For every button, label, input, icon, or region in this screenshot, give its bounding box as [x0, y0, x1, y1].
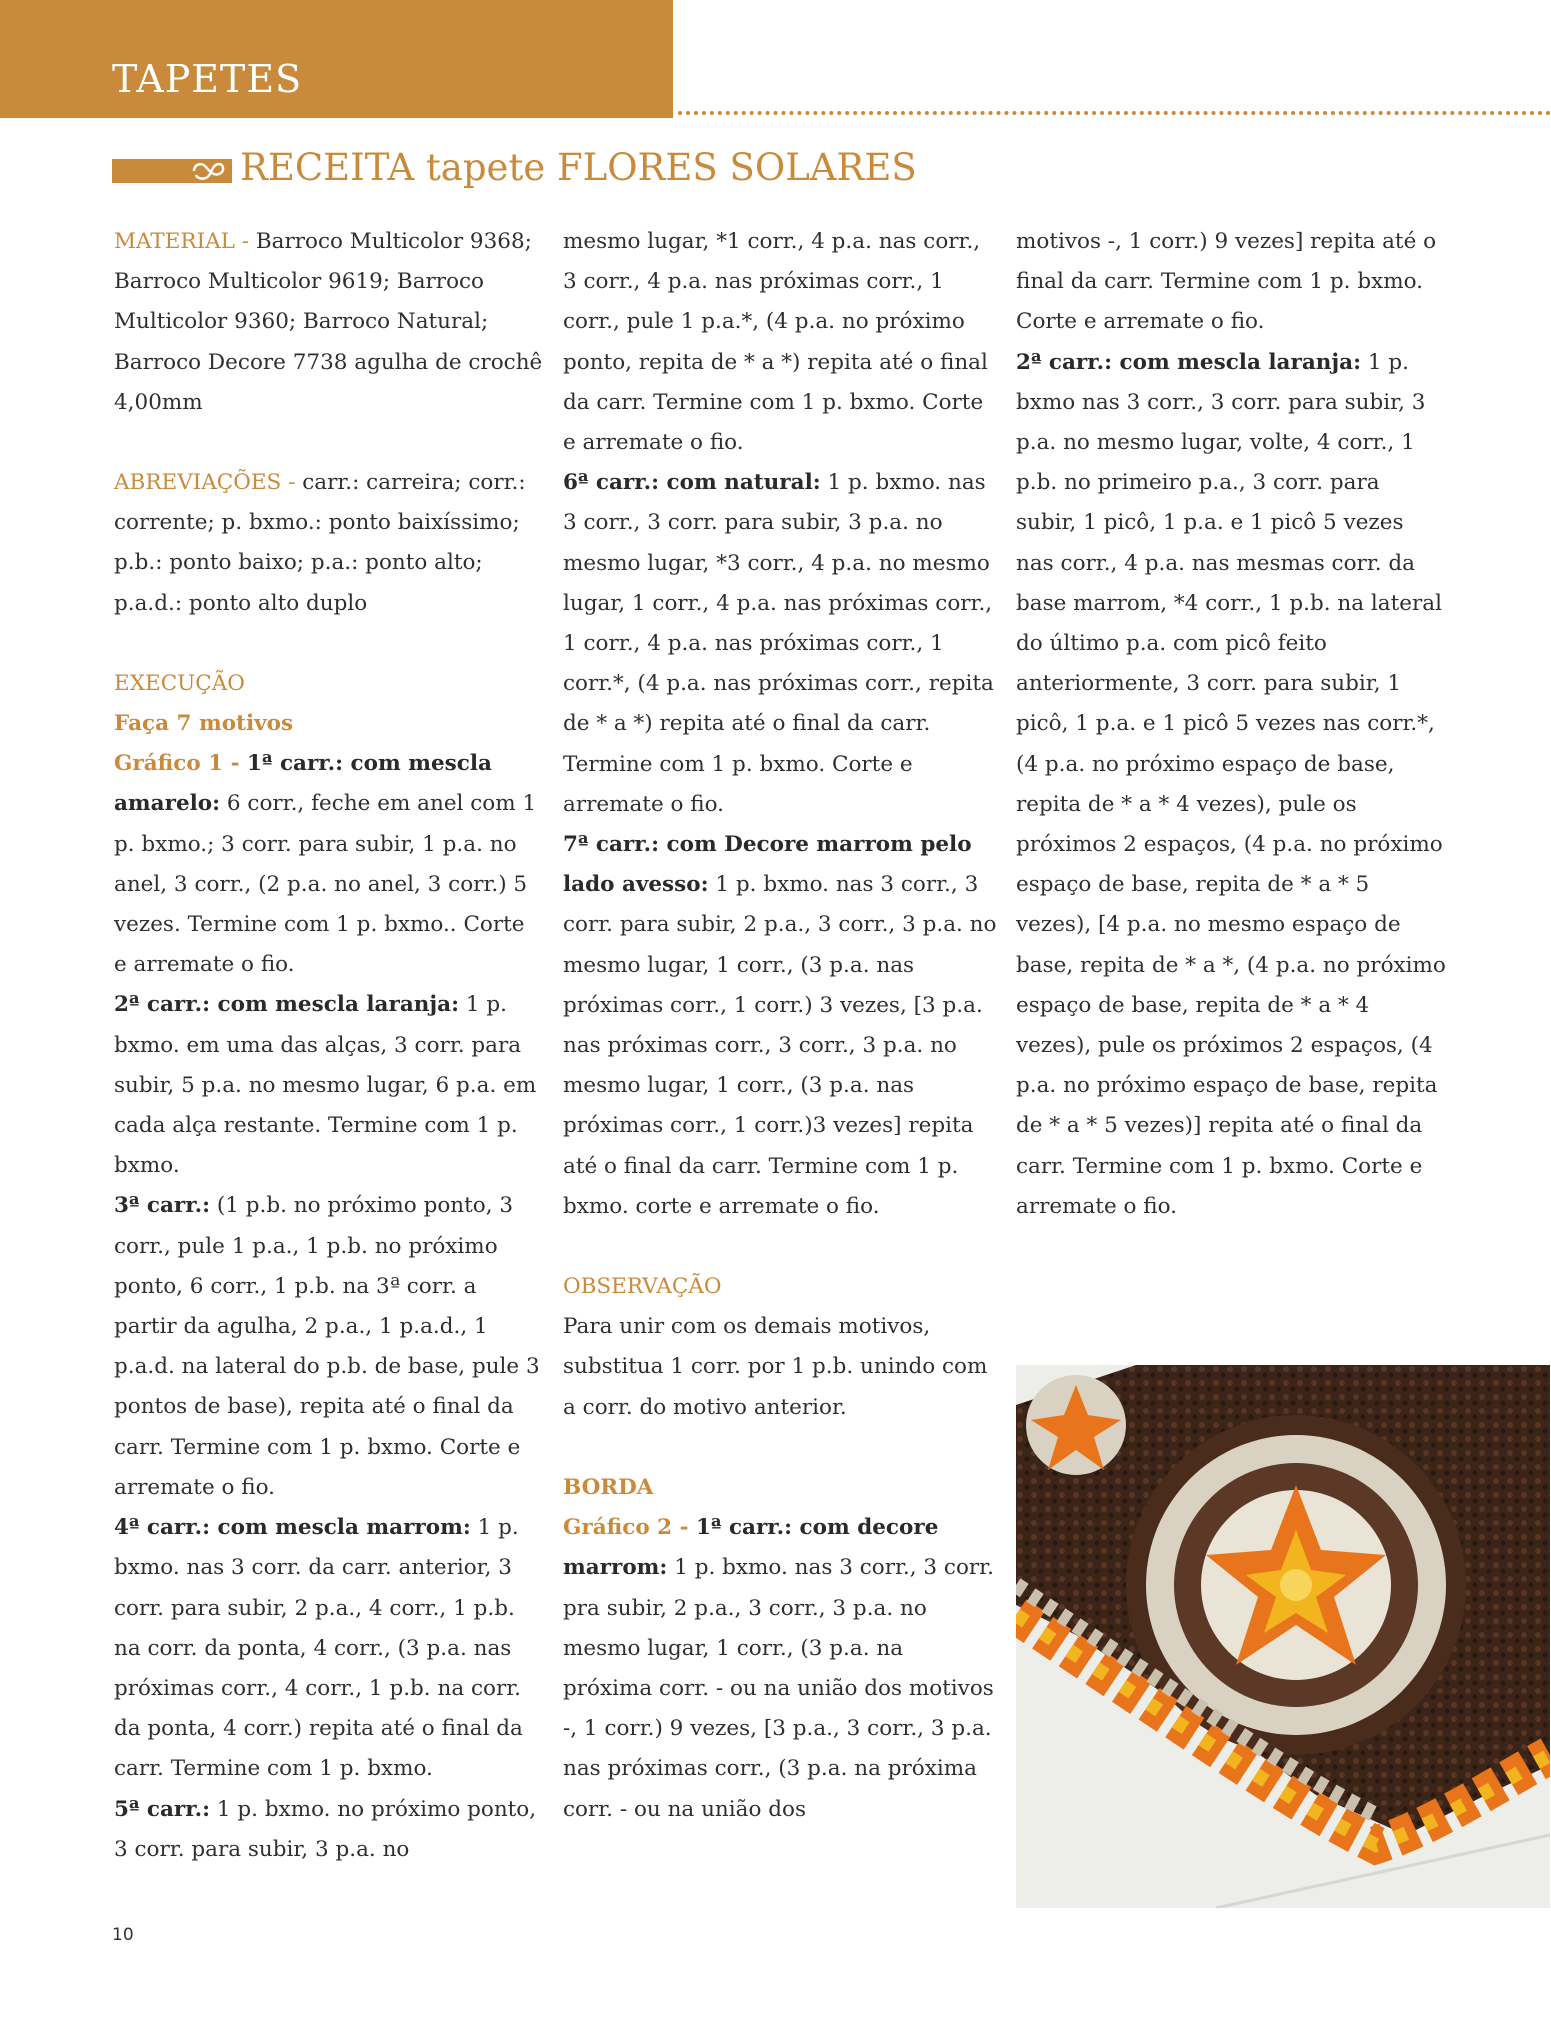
body-text: (1 p.b. no próximo ponto, 3 corr., pule 1 p.a., 1 p.b. no próximo ponto, 6 corr., 1 p.b. na 3ª corr. a partir da agulha, 2 p.a., 1 p.a.d., 1 p.a.d. na lateral do p.b. de base, pule 3 pontos de base), repita até o final da carr. Termine com 1 p. bxmo. Corte e arremate o fio. [114, 1193, 540, 1500]
ornament-icon [186, 154, 232, 188]
body-text: mesmo lugar, *1 corr., 4 p.a. nas corr., 3 corr., 4 p.a. nas próximas corr., 1 corr., pule 1 p.a.*, (4 p.a. no próximo ponto, repita de * a *) repita até o final da carr. Termine com 1 p. bxmo. Corte e arremate o fio. [563, 229, 988, 456]
paragraph [114, 222, 544, 423]
bold-label: 5ª carr.: [114, 1796, 211, 1822]
paragraph [563, 825, 997, 1227]
recipe-title: RECEITA tapete FLORES SOLARES [240, 146, 917, 189]
accent-label: BORDA [563, 1474, 654, 1500]
body-text: carr.: carreira; corr.: corrente; p. bxmo.: ponto baixíssimo; p.b.: ponto baixo; p.a.: ponto alto; p.a.d.: ponto alto duplo [114, 470, 526, 616]
dotted-divider [678, 111, 1551, 115]
body-text: 1 p. bxmo. nas 3 corr., 3 corr. para subir, 3 p.a. no mesmo lugar, *3 corr., 4 p.a. no mesmo lugar, 1 corr., 4 p.a. nas próximas corr., 1 corr., 4 p.a. nas próximas corr., 1 corr.*, (4 p.a. nas próximas corr., repita de * a *) repita até o final da carr. Termine com 1 p. bxmo. Corte e arremate o fio. [563, 470, 994, 817]
body-text: Barroco Multicolor 9368; Barroco Multicolor 9619; Barroco Multicolor 9360; Barroco Natural; Barroco Decore 7738 agulha de crochê 4,00mm [114, 229, 543, 415]
paragraph [114, 664, 544, 704]
bold-label: 2ª carr.: com mescla laranja: [1016, 349, 1362, 375]
bold-label: 6ª carr.: com natural: [563, 470, 821, 496]
paragraph [114, 1186, 544, 1508]
paragraph [563, 1267, 997, 1307]
column-2 [563, 222, 997, 1830]
column-1 [114, 222, 544, 1870]
paragraph [114, 1790, 544, 1870]
accent-label: ABREVIAÇÕES - [114, 470, 303, 496]
section-title: TAPETES [112, 57, 303, 101]
paragraph [563, 222, 997, 463]
paragraph [563, 463, 997, 825]
body-text: motivos -, 1 corr.) 9 vezes] repita até o final da carr. Termine com 1 p. bxmo. Corte e arremate o fio. [1016, 229, 1437, 335]
paragraph [114, 744, 544, 985]
paragraph [1016, 222, 1446, 343]
paragraph-gap [114, 423, 544, 463]
paragraph [114, 704, 544, 744]
paragraph-gap [563, 1428, 997, 1468]
body-text: 6 corr., feche em anel com 1 p. bxmo.; 3 corr. para subir, 1 p.a. no anel, 3 corr., (2 p.a. no anel, 3 corr.) 5 vezes. Termine com 1 p. bxmo.. Corte e arremate o fio. [114, 791, 537, 978]
bold-label: 7ª carr.: com Decore marrom pelo lado avesso: [563, 832, 972, 898]
paragraph [563, 1508, 997, 1830]
bold-label: 1ª carr.: com decore marrom: [563, 1515, 939, 1581]
accent-label: MATERIAL - [114, 229, 256, 254]
accent-label: Gráfico 1 - [114, 751, 248, 777]
accent-label: EXECUÇÃO [114, 670, 245, 696]
bold-label: 1ª carr.: com mescla amarelo: [114, 751, 492, 817]
paragraph [563, 1468, 997, 1508]
column-3 [1016, 222, 1446, 1227]
page-number: 10 [112, 1925, 134, 1945]
header-band [0, 0, 673, 118]
paragraph [114, 463, 544, 624]
paragraph-gap [114, 624, 544, 664]
bold-label: 4ª carr.: com mescla marrom: [114, 1515, 471, 1541]
body-text: Para unir com os demais motivos, substitua 1 corr. por 1 p.b. unindo com a corr. do motivo anterior. [563, 1314, 988, 1420]
body-text: 1 p. bxmo. nas 3 corr., 3 corr. para subir, 2 p.a., 3 corr., 3 p.a. no mesmo lugar, 1 corr., (3 p.a. nas próximas corr., 1 corr.) 3 vezes, [3 p.a. nas próximas corr., 3 corr., 3 p.a. no mesmo lugar, 1 corr., (3 p.a. nas próximas corr., 1 corr.)3 vezes] repita até o final da carr. Termine com 1 p. bxmo. corte e arremate o fio. [563, 872, 997, 1219]
paragraph-gap [563, 1227, 997, 1267]
paragraph [563, 1307, 997, 1428]
body-text: 1 p. bxmo nas 3 corr., 3 corr. para subir, 3 p.a. no mesmo lugar, volte, 4 corr., 1 p.b. no primeiro p.a., 3 corr. para subir, 1 picô, 1 p.a. e 1 picô 5 vezes nas corr., 4 p.a. nas mesmas corr. da base marrom, *4 corr., 1 p.b. na lateral do último p.a. com picô feito anteriormente, 3 corr. para subir, 1 picô, 1 p.a. e 1 picô 5 vezes nas corr.*, (4 p.a. no próximo espaço de base, repita de * a * 4 vezes), pule os próximos 2 espaços, (4 p.a. no próximo espaço de base, repita de * a * 5 vezes), [4 p.a. no mesmo espaço de base, repita de * a *, (4 p.a. no próximo espaço de base, repita de * a * 4 vezes), pule os próximos 2 espaços, (4 p.a. no próximo espaço de base, repita de * a * 5 vezes)] repita até o final da carr. Termine com 1 p. bxmo. Corte e arremate o fio. [1016, 349, 1446, 1219]
body-text: 1 p. bxmo. nas 3 corr., 3 corr. pra subir, 2 p.a., 3 corr., 3 p.a. no mesmo lugar, 1 corr., (3 p.a. na próxima corr. - ou na união dos motivos -, 1 corr.) 9 vezes, [3 p.a., 3 corr., 3 p.a. nas próximas corr., (3 p.a. na próxima corr. - ou na união dos [563, 1555, 994, 1822]
bold-label: 2ª carr.: com mescla laranja: [114, 992, 460, 1018]
paragraph [114, 1508, 544, 1789]
bold-label: 3ª carr.: [114, 1193, 211, 1219]
rug-photo [1016, 1365, 1550, 1908]
body-text: 1 p. bxmo. nas 3 corr. da carr. anterior, 3 corr. para subir, 2 p.a., 4 corr., 1 p.b. na corr. da ponta, 4 corr., (3 p.a. nas próximas corr., 4 corr., 1 p.b. na corr. da ponta, 4 corr.) repita até o final da carr. Termine com 1 p. bxmo. [114, 1515, 523, 1782]
paragraph [1016, 343, 1446, 1227]
accent-label: OBSERVAÇÃO [563, 1274, 722, 1300]
paragraph [114, 985, 544, 1186]
body-text: 1 p. bxmo. no próximo ponto, 3 corr. para subir, 3 p.a. no [114, 1796, 537, 1862]
body-text: 1 p. bxmo. em uma das alças, 3 corr. para subir, 5 p.a. no mesmo lugar, 6 p.a. em cada alça restante. Termine com 1 p. bxmo. [114, 992, 537, 1179]
accent-label: Gráfico 2 - [563, 1515, 697, 1541]
accent-label: Faça 7 motivos [114, 711, 294, 737]
